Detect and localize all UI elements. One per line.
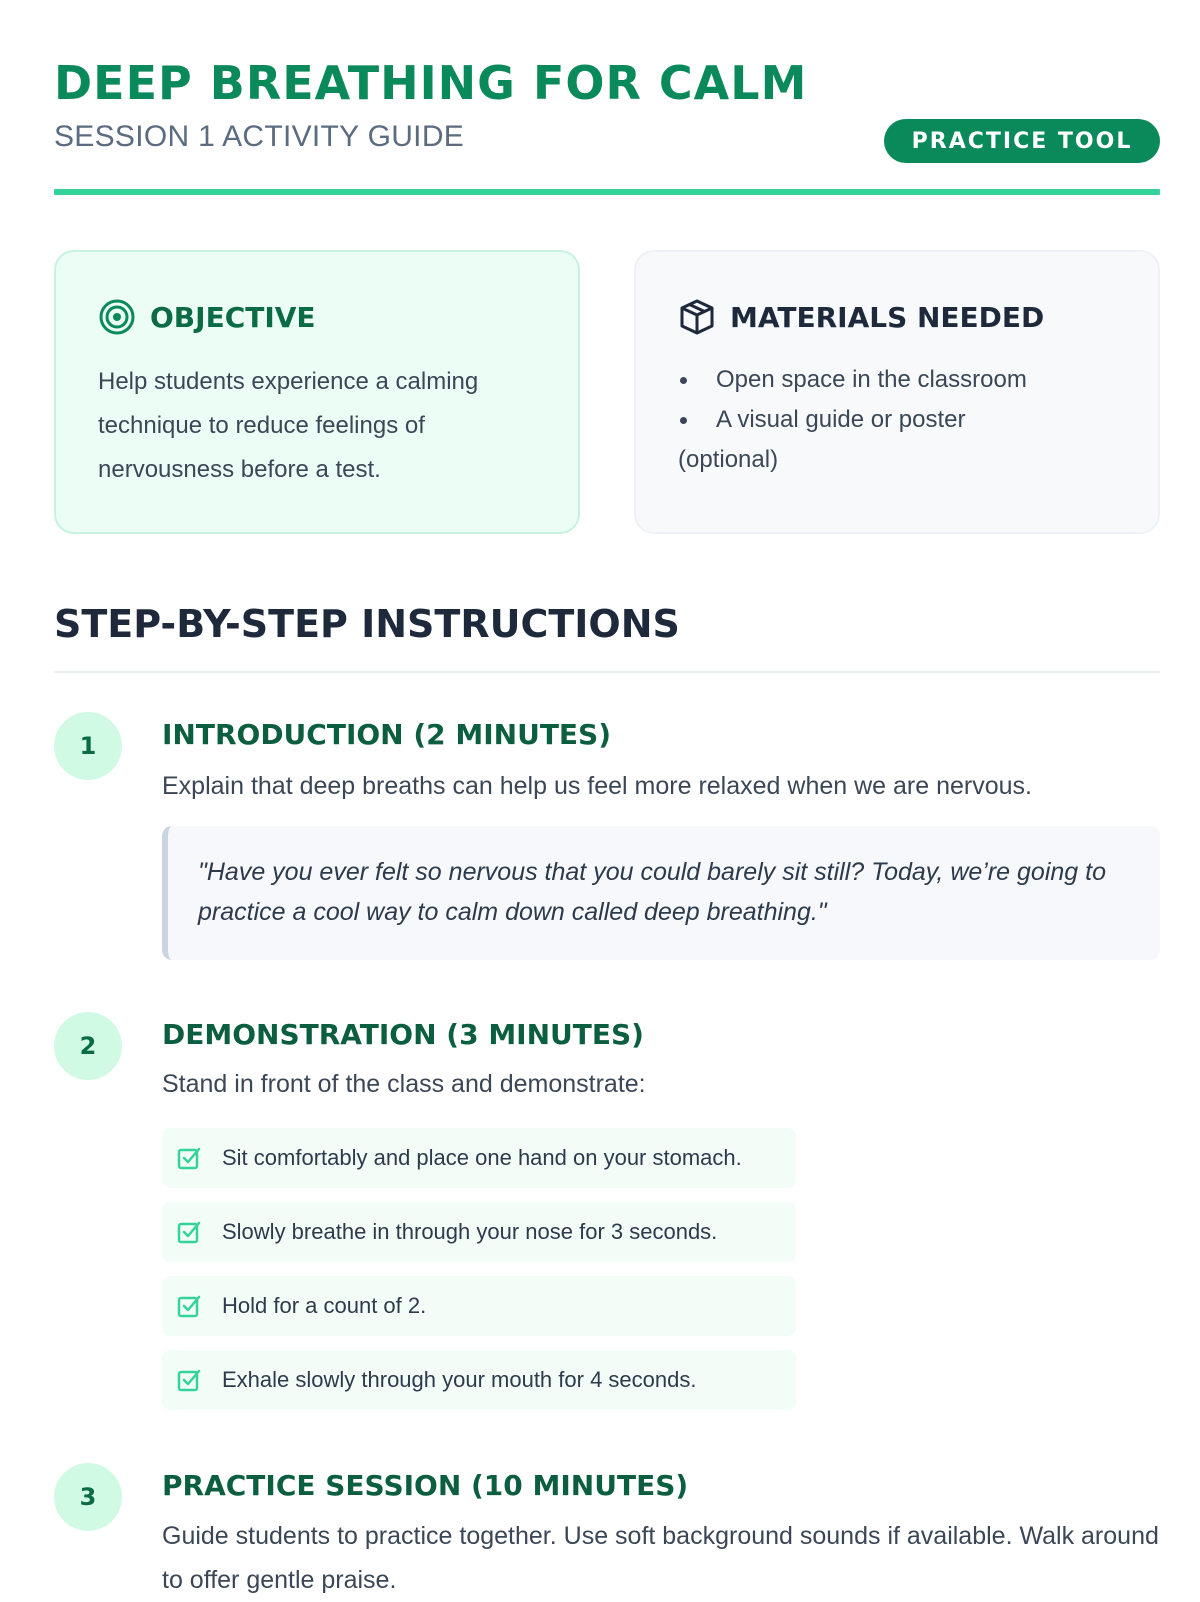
target-icon xyxy=(98,298,136,336)
bullet-icon xyxy=(680,377,687,384)
material-item-continuation: (optional) xyxy=(678,446,779,473)
checklist-item xyxy=(162,1276,796,1336)
checkbox-checked-icon xyxy=(176,1145,202,1171)
materials-card xyxy=(634,250,1160,534)
checklist-item-text: Slowly breathe in through your nose for 3 seconds. xyxy=(222,1219,718,1244)
step-description: Stand in front of the class and demonstrate: xyxy=(162,1070,646,1098)
step-number-badge: 3 xyxy=(54,1463,122,1531)
materials-header xyxy=(678,298,1044,336)
step-description: Guide students to practice together. Use soft background sounds if available. Walk around to offer gentle praise. xyxy=(162,1522,1159,1594)
checkbox-checked-icon xyxy=(176,1367,202,1393)
checklist-item-text: Exhale slowly through your mouth for 4 seconds. xyxy=(222,1367,697,1392)
checklist-item-text: Sit comfortably and place one hand on your stomach. xyxy=(222,1145,742,1170)
checkbox-checked-icon xyxy=(176,1219,202,1245)
material-item-text: A visual guide or poster xyxy=(716,406,966,433)
checklist-item xyxy=(162,1350,796,1410)
checklist-item xyxy=(162,1202,796,1262)
step-title: PRACTICE SESSION (10 MINUTES) xyxy=(162,1469,689,1502)
checkbox-checked-icon xyxy=(176,1293,202,1319)
objective-text: Help students experience a calming technique to reduce feelings of nervousness before a test. xyxy=(98,368,479,483)
script-quote: "Have you ever felt so nervous that you could barely sit still? Today, we’re going to practice a cool way to calm down called deep breathing." xyxy=(162,826,1160,960)
checklist-item-text: Hold for a count of 2. xyxy=(222,1293,427,1318)
list-item xyxy=(678,360,1138,400)
practice-tool-badge: PRACTICE TOOL xyxy=(884,119,1160,163)
page-subtitle: SESSION 1 ACTIVITY GUIDE xyxy=(54,120,465,153)
bullet-icon xyxy=(680,417,687,424)
package-icon xyxy=(678,298,716,336)
checklist-item xyxy=(162,1128,796,1188)
step-number-badge: 2 xyxy=(54,1012,122,1080)
page-title: DEEP BREATHING FOR CALM xyxy=(54,56,808,110)
list-item xyxy=(678,400,1138,480)
objective-card xyxy=(54,250,580,534)
objective-title: OBJECTIVE xyxy=(150,300,316,334)
objective-header xyxy=(98,298,316,336)
materials-title: MATERIALS NEEDED xyxy=(730,300,1045,334)
step-title: DEMONSTRATION (3 MINUTES) xyxy=(162,1018,644,1051)
materials-list xyxy=(678,360,1138,480)
step-title: INTRODUCTION (2 MINUTES) xyxy=(162,718,612,751)
material-item-text: Open space in the classroom xyxy=(716,366,1027,393)
demonstration-checklist xyxy=(162,1128,796,1424)
section-divider xyxy=(54,671,1160,673)
header-divider xyxy=(54,189,1160,195)
instructions-heading: STEP-BY-STEP INSTRUCTIONS xyxy=(54,602,680,646)
step-description: Explain that deep breaths can help us feel more relaxed when we are nervous. xyxy=(162,772,1032,800)
step-number-badge: 1 xyxy=(54,712,122,780)
